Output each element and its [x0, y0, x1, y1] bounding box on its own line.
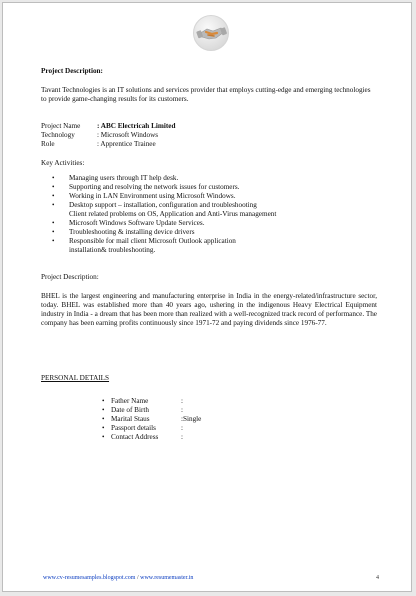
project-name-row — [41, 122, 377, 131]
project-name-value: : ABC Electricah Limited — [97, 122, 176, 130]
project-description-heading-2: Project Description: — [41, 273, 99, 281]
personal-details-list — [111, 397, 377, 442]
activity-item: • Supporting and resolving the network issues for customers. — [69, 183, 377, 192]
footer-link-resume-master[interactable]: www.resumemaster.in — [140, 575, 194, 581]
passport-details-row — [111, 424, 377, 433]
role-label: Role — [41, 140, 55, 148]
father-name-row — [111, 397, 377, 406]
footer-link-cv-samples[interactable]: www.cv-resumesamples.blogspot.com — [43, 575, 136, 581]
technology-label: Technology — [41, 131, 75, 139]
passport-details-label: • Passport details — [111, 424, 156, 432]
activity-item: • Microsoft Windows Software Update Services. — [69, 219, 377, 228]
project-info — [41, 122, 377, 149]
handshake-icon — [193, 15, 229, 51]
contact-address-value: : — [181, 433, 183, 441]
activity-item: • Working in LAN Environment using Microsoft Windows. — [69, 192, 377, 201]
project-name-label: Project Name — [41, 122, 81, 130]
page-footer — [43, 575, 379, 581]
activity-item — [69, 237, 377, 255]
activity-line: Responsible for mail client Microsoft Outlook application — [69, 237, 236, 245]
marital-status-value: :Single — [181, 415, 202, 423]
project-description-heading: Project Description: — [41, 67, 103, 75]
personal-details-heading: PERSONAL DETAILS — [41, 374, 110, 382]
date-of-birth-label: • Date of Birth — [111, 406, 149, 414]
resume-page — [2, 2, 412, 592]
role-value: : Apprentice Trainee — [97, 140, 156, 148]
father-name-label: • Father Name — [111, 397, 149, 405]
date-of-birth-row — [111, 406, 377, 415]
project-description-text: Tavant Technologies is an IT solutions and services provider that employs cutting-edge and emerging technologies to provide game-changing results for its customers. — [41, 86, 371, 103]
activity-line: Desktop support – installation, configuration and troubleshooting — [69, 201, 257, 209]
activity-continuation: installation& troubleshooting. — [69, 246, 156, 254]
role-row — [41, 140, 377, 149]
contact-address-label: • Contact Address — [111, 433, 159, 441]
technology-value: : Microsoft Windows — [97, 131, 159, 139]
marital-status-label: • Marital Staus — [111, 415, 150, 423]
marital-status-row — [111, 415, 377, 424]
contact-address-row — [111, 433, 377, 442]
key-activities-list — [41, 174, 377, 255]
page-number: 4 — [376, 575, 379, 581]
passport-details-value: : — [181, 424, 183, 432]
activity-item: • Managing users through IT help desk. — [69, 174, 377, 183]
father-name-value: : — [181, 397, 183, 405]
resume-content — [41, 67, 377, 442]
activity-item: • Troubleshooting & installing device drivers — [69, 228, 377, 237]
key-activities-heading: Key Activities: — [41, 159, 85, 167]
technology-row — [41, 131, 377, 140]
activity-item — [69, 201, 377, 219]
activity-continuation: Client related problems on OS, Application and Anti-Virus management — [69, 210, 277, 218]
footer-separator: / — [136, 575, 139, 581]
project-description-text-2: BHEL is the largest engineering and manufacturing enterprise in India in the energy-related/infrastructure sector, today. BHEL was established more than 40 years ago, ushering in the indigenous Heavy Electrical Equipment industry in India - a dream that has been more than realized with a well-recognized track record of performance. The company has been earning profits continuously since 1971-72 and paying dividends since 1976-77. — [41, 292, 377, 327]
date-of-birth-value: : — [181, 406, 183, 414]
